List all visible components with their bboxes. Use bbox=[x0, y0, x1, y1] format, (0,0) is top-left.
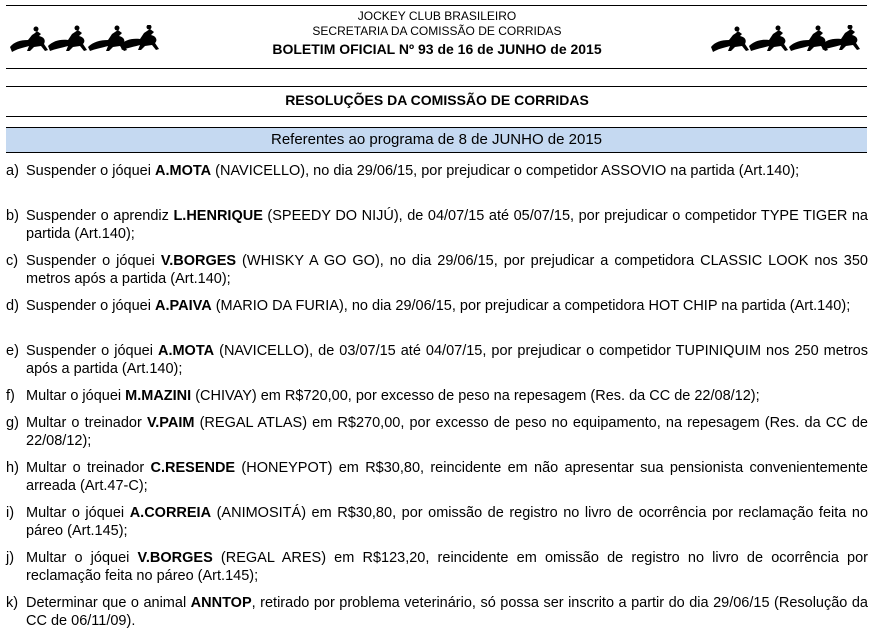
item-person-name: V.BORGES bbox=[160, 253, 237, 269]
item-label: j) bbox=[6, 550, 15, 566]
item-text-before: Suspender o jóquei bbox=[26, 253, 161, 269]
item-text bbox=[26, 594, 868, 630]
item-person-name: C.RESENDE bbox=[150, 460, 236, 476]
item-label: h) bbox=[6, 460, 19, 476]
resolution-item bbox=[6, 252, 868, 288]
item-text bbox=[26, 504, 868, 540]
item-text-before: Multar o jóquei bbox=[26, 388, 126, 404]
item-person-name: A.CORREIA bbox=[129, 505, 212, 521]
item-text-after: (REGAL ARES) em R$123,20, reincidente em omissão de registro no livro de ocorrência por reclamação feita no páreo (Art.145); bbox=[26, 550, 869, 584]
item-label: i) bbox=[6, 505, 15, 521]
item-text-before: Multar o jóquei bbox=[26, 505, 130, 521]
item-person-name: ANNTOP bbox=[190, 595, 252, 611]
item-text bbox=[26, 162, 868, 180]
item-label: f) bbox=[6, 388, 15, 404]
secretaria-name: SECRETARIA DA COMISSÃO DE CORRIDAS bbox=[312, 24, 562, 38]
item-person-name: A.MOTA bbox=[155, 163, 212, 179]
item-label: b) bbox=[6, 208, 19, 224]
item-label: a) bbox=[6, 163, 19, 179]
resolution-item bbox=[6, 387, 868, 405]
resolution-item bbox=[6, 414, 868, 450]
item-text-after: (REGAL ATLAS) em R$270,00, por excesso de peso no equipamento, na repesagem (Res. da CC de 22/08/12); bbox=[26, 415, 868, 449]
item-text-before: Suspender o jóquei bbox=[26, 298, 155, 314]
item-text-after: (SPEEDY DO NIJÚ), de 04/07/15 até 05/07/15, por prejudicar o competidor TYPE TIGER na partida (Art.140); bbox=[26, 208, 869, 242]
header-rule bbox=[6, 68, 867, 69]
item-person-name: L.HENRIQUE bbox=[173, 208, 263, 224]
item-text-before: Suspender o jóquei bbox=[26, 343, 158, 359]
item-text-before: Suspender o aprendiz bbox=[26, 208, 174, 224]
section-title: RESOLUÇÕES DA COMISSÃO DE CORRIDAS bbox=[285, 92, 589, 108]
item-text-before: Multar o treinador bbox=[26, 415, 147, 431]
section-rule-bottom bbox=[6, 116, 867, 117]
club-name: JOCKEY CLUB BRASILEIRO bbox=[357, 9, 517, 23]
item-text-before: Multar o treinador bbox=[26, 460, 151, 476]
item-text-after: (NAVICELLO), de 03/07/15 até 04/07/15, por prejudicar o competidor TUPINIQUIM nos 250 metros após a partida (Art.140); bbox=[26, 343, 868, 377]
section-rule-top bbox=[6, 86, 867, 87]
item-text-after: (WHISKY A GO GO), no dia 29/06/15, por prejudicar a competidora CLASSIC LOOK nos 350 metros após a partida (Art.140); bbox=[26, 253, 868, 287]
item-text-after: (HONEYPOT) em R$30,80, reincidente em não apresentar sua pensionista convenientemente arreada (Art.47-C); bbox=[26, 460, 868, 494]
resolution-item bbox=[6, 297, 868, 315]
resolution-item bbox=[6, 594, 868, 630]
item-text-after: (MARIO DA FURIA), no dia 29/06/15, por prejudicar a competidora HOT CHIP na partida (Art.140); bbox=[211, 298, 851, 314]
item-text bbox=[26, 342, 868, 378]
item-label: c) bbox=[6, 253, 19, 269]
resolution-item bbox=[6, 207, 868, 243]
resolution-item bbox=[6, 549, 868, 585]
item-text-before: Determinar que o animal bbox=[26, 595, 191, 611]
item-label: d) bbox=[6, 298, 19, 314]
item-person-name: M.MAZINI bbox=[125, 388, 192, 404]
resolution-item bbox=[6, 162, 868, 180]
item-label: e) bbox=[6, 343, 19, 359]
program-bar: Referentes ao programa de 8 de JUNHO de 2015 bbox=[6, 127, 867, 153]
racing-horses-icon bbox=[709, 25, 864, 53]
item-person-name: V.PAIM bbox=[146, 415, 195, 431]
item-text-after: (NAVICELLO), no dia 29/06/15, por prejudicar o competidor ASSOVIO na partida (Art.140); bbox=[211, 163, 800, 179]
item-text bbox=[26, 459, 868, 495]
item-text bbox=[26, 549, 868, 585]
item-person-name: V.BORGES bbox=[137, 550, 213, 566]
item-text bbox=[26, 207, 868, 243]
boletim-title: BOLETIM OFICIAL Nº 93 de 16 de JUNHO de 2015 bbox=[272, 41, 602, 57]
item-text-after: (ANIMOSITÁ) em R$30,80, por omissão de registro no livro de ocorrência por reclamação feita no páreo (Art.145); bbox=[26, 505, 869, 539]
item-person-name: A.MOTA bbox=[157, 343, 215, 359]
resolution-item bbox=[6, 504, 868, 540]
item-text bbox=[26, 414, 868, 450]
item-label: g) bbox=[6, 415, 19, 431]
item-label: k) bbox=[6, 595, 19, 611]
racing-horses-icon bbox=[8, 25, 163, 53]
item-text-before: Multar o jóquei bbox=[26, 550, 138, 566]
top-rule bbox=[6, 5, 867, 6]
item-text bbox=[26, 252, 868, 288]
item-text bbox=[26, 297, 868, 315]
item-person-name: A.PAIVA bbox=[155, 298, 212, 314]
item-text bbox=[26, 387, 868, 405]
resolution-item bbox=[6, 459, 868, 495]
resolution-item bbox=[6, 342, 868, 378]
item-text-after: , retirado por problema veterinário, só possa ser inscrito a partir do dia 29/06/15 (Resolução da CC de 06/11/09). bbox=[26, 595, 868, 629]
item-text-before: Suspender o jóquei bbox=[26, 163, 155, 179]
item-text-after: (CHIVAY) em R$720,00, por excesso de peso na repesagem (Res. da CC de 22/08/12); bbox=[191, 388, 760, 404]
